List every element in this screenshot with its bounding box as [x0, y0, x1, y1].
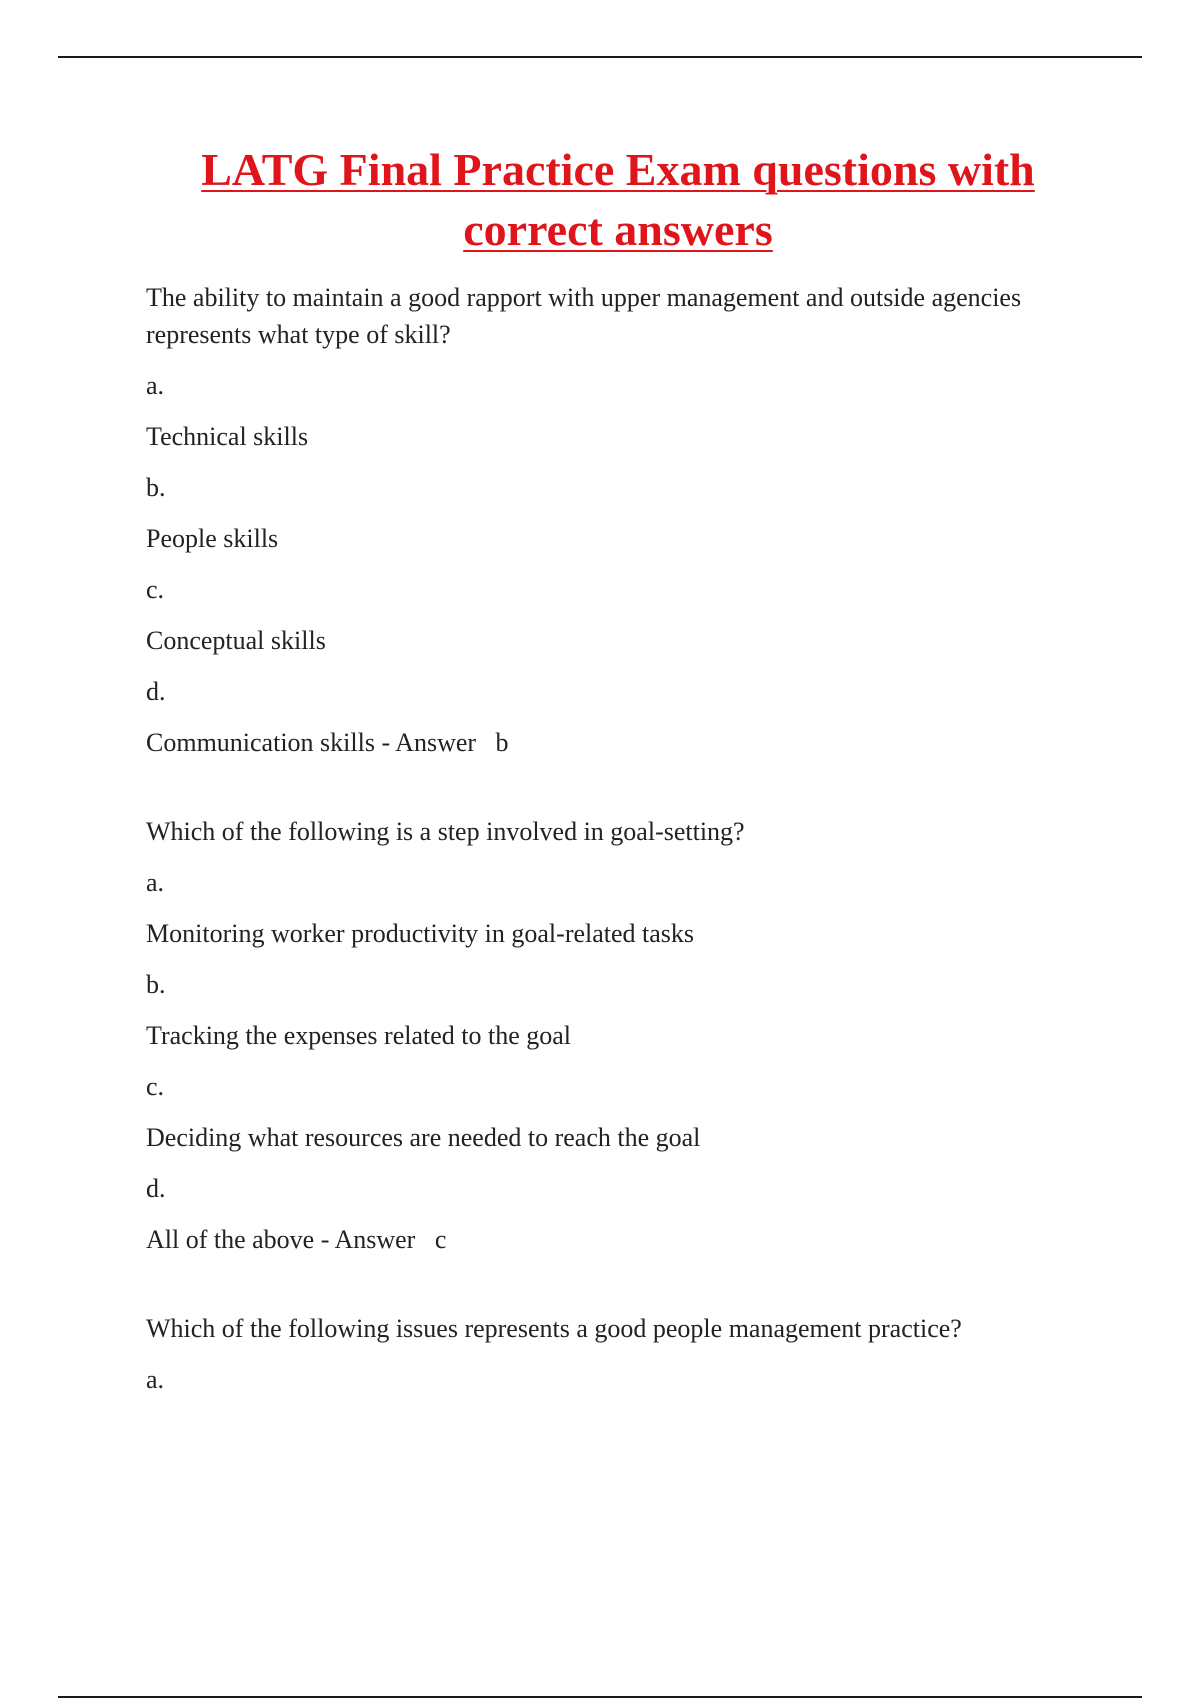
option-letter: b. [146, 970, 166, 999]
question-text: The ability to maintain a good rapport with upper management and outside agencies represents what type of skill? [146, 283, 1022, 349]
question-text: Which of the following issues represents a good people management practice? [146, 1314, 962, 1343]
option-text: Tracking the expenses related to the goal [146, 1021, 572, 1050]
option-letter: b. [146, 473, 166, 502]
option-letter: a. [146, 371, 165, 400]
option-letter: c. [146, 575, 165, 604]
option-text: Monitoring worker productivity in goal-related tasks [146, 919, 695, 948]
question-text: Which of the following is a step involved in goal-setting? [146, 817, 745, 846]
option-text: Deciding what resources are needed to reach the goal [146, 1123, 701, 1152]
option-text: People skills [146, 524, 279, 553]
option-text: Conceptual skills [146, 626, 326, 655]
question-block [146, 1310, 1076, 1398]
option-text-with-answer: All of the above - Answer c [146, 1225, 447, 1254]
question-block [146, 813, 1076, 1258]
document-title: LATG Final Practice Exam questions with correct answers [201, 144, 1035, 255]
option-text-with-answer: Communication skills - Answer b [146, 728, 509, 757]
option-letter: c. [146, 1072, 165, 1101]
top-rule [58, 56, 1142, 58]
option-text: Technical skills [146, 422, 309, 451]
bottom-rule [58, 1696, 1142, 1698]
document-body [146, 279, 1076, 1450]
option-letter: d. [146, 1174, 166, 1203]
option-letter: d. [146, 677, 166, 706]
option-letter: a. [146, 868, 165, 897]
option-letter: a. [146, 1365, 165, 1394]
question-block [146, 279, 1076, 761]
